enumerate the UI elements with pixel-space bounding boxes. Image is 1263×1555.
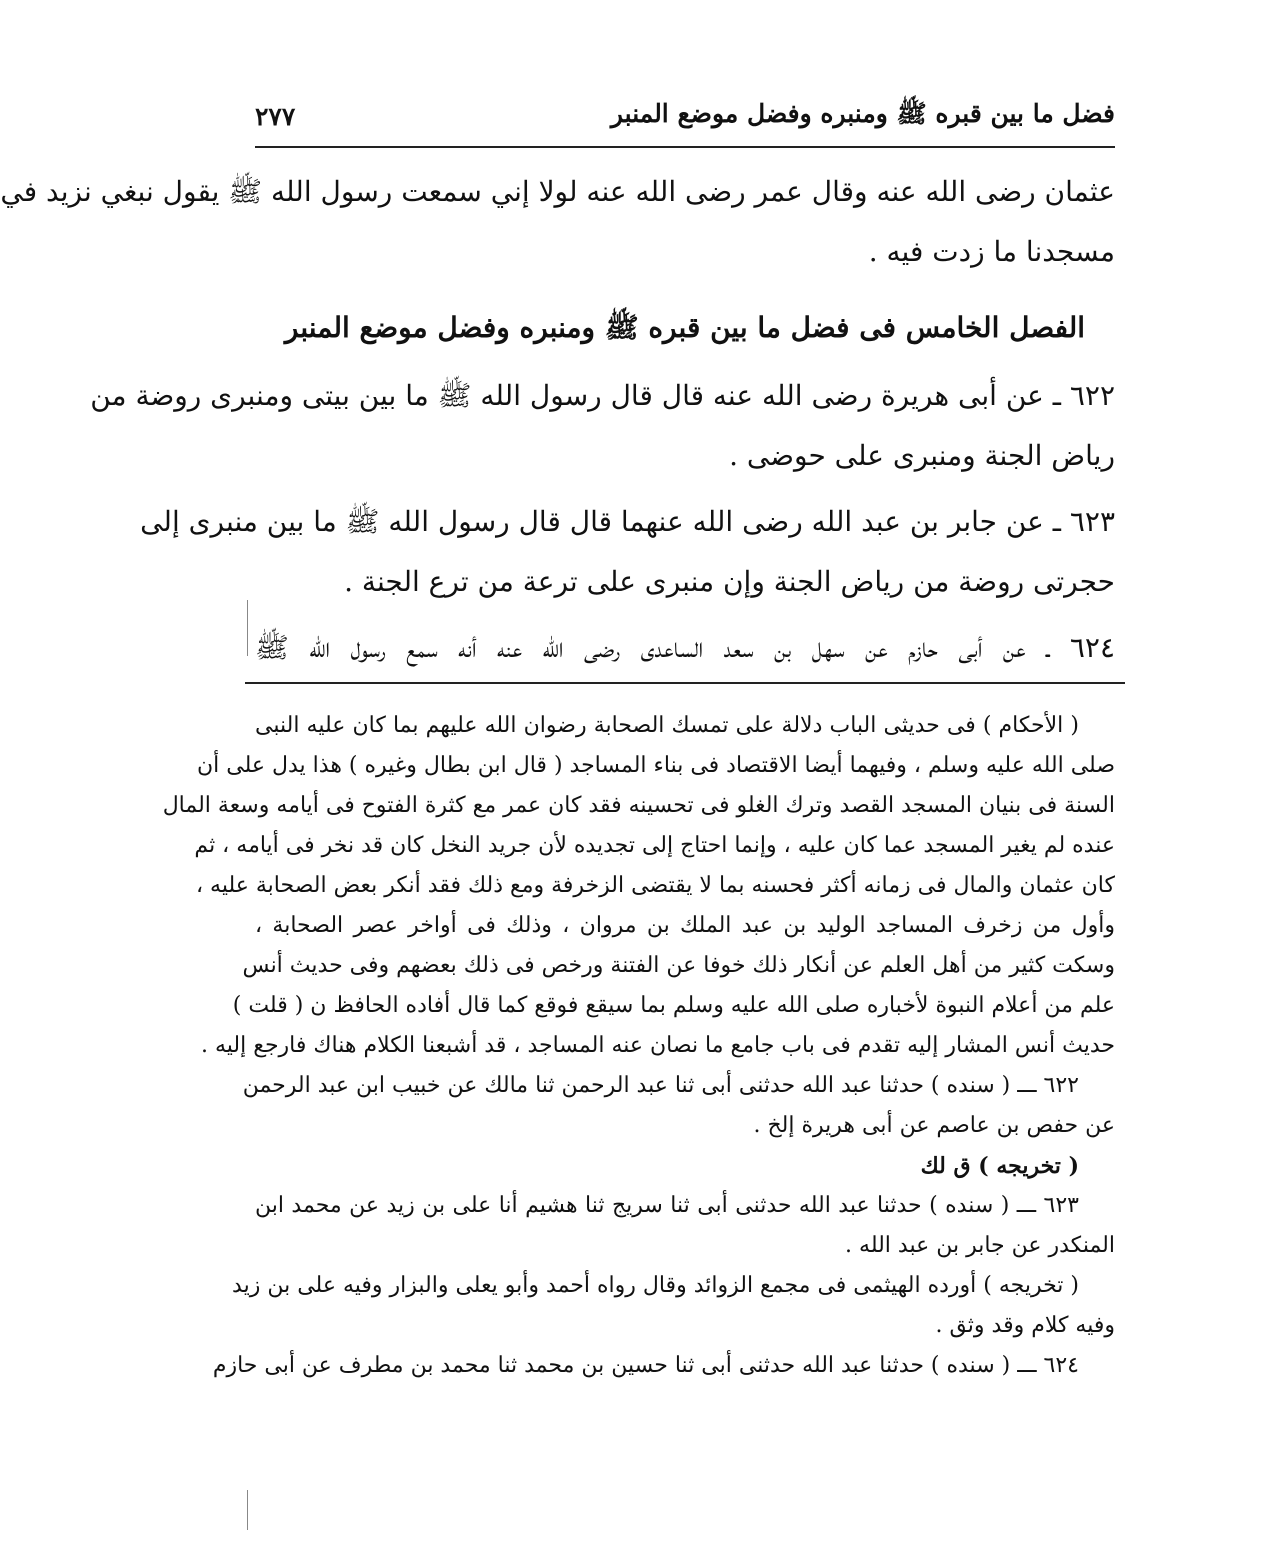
note-line: ( الأحكام ) فى حديثى الباب دلالة على تمسك الصحابة رضوان الله عليهم بما كان عليه النبى [255, 713, 1079, 738]
page-header [255, 96, 1115, 136]
sanad-623-line: المنكدر عن جابر بن عبد الله . [845, 1233, 1115, 1258]
header-rule [255, 146, 1115, 148]
hadith-622-line: رياض الجنة ومنبرى على حوضى . [729, 439, 1115, 472]
main-line: مسجدنا ما زدت فيه . [868, 235, 1115, 268]
hadith-624-line: ٦٢٤ ـ عن أبى حازم عن سهل بن سعد الساعدى رضى الله عنه أنه سمع رسول الله ﷺ [255, 631, 1115, 664]
running-title: فضل ما بين قبره ﷺ ومنبره وفضل موضع المنبر [610, 98, 1115, 128]
note-line: وأول من زخرف المساجد الوليد بن عبد الملك بن مروان ، وذلك فى أواخر عصر الصحابة ، [255, 913, 1115, 938]
margin-mark [247, 1490, 248, 1530]
commentary [162, 706, 1115, 1386]
takhrij-623-line: ( تخريجه ) أورده الهيثمى فى مجمع الزوائد وقال رواه أحمد وأبو يعلى والبزار وفيه على بن زيد [232, 1273, 1079, 1298]
hadith-622-line: ٦٢٢ ـ عن أبى هريرة رضى الله عنه قال قال رسول الله ﷺ ما بين بيتى ومنبرى روضة من [90, 379, 1115, 412]
note-line: علم من أعلام النبوة لأخباره صلى الله عليه وسلم بما سيقع فوقع كما قال أفاده الحافظ ن ( قلت ) [232, 993, 1115, 1018]
margin-mark [247, 600, 248, 656]
takhrij-622: ( تخريجه ) ق لك [920, 1153, 1079, 1179]
main-line: عثمان رضى الله عنه وقال عمر رضى الله عنه لولا إني سمعت رسول الله ﷺ يقول نبغي نزيد في [0, 175, 1115, 208]
note-line: عنده لم يغير المسجد عما كان عليه ، وإنما احتاج إلى تجديده لأن جريد النخل كان قد نخر فى أيامه ، ثم [194, 833, 1115, 858]
page-number: ٢٧٧ [255, 101, 296, 131]
section-heading: الفصل الخامس فى فضل ما بين قبره ﷺ ومنبره وفضل موضع المنبر [284, 311, 1086, 344]
main-text [0, 162, 1115, 678]
hadith-623-line: حجرتى روضة من رياض الجنة وإن منبرى على ترعة من ترع الجنة . [344, 565, 1115, 598]
sanad-622-line: ٦٢٢ ـــ ( سنده ) حدثنا عبد الله حدثنى أبى ثنا عبد الرحمن ثنا مالك عن خبيب ابن عبد الرحمن [242, 1073, 1079, 1098]
footnote-rule [245, 682, 1125, 684]
sanad-622-line: عن حفص بن عاصم عن أبى هريرة إلخ . [753, 1113, 1115, 1138]
note-line: حديث أنس المشار إليه تقدم فى باب جامع ما نصان عنه المساجد ، قد أشبعنا الكلام هناك فارجع إليه . [201, 1033, 1115, 1058]
takhrij-623-line: وفيه كلام وقد وثق . [935, 1313, 1115, 1338]
sanad-624-line: ٦٢٤ ـــ ( سنده ) حدثنا عبد الله حدثنى أبى ثنا حسين بن محمد ثنا محمد بن مطرف عن أبى حازم [212, 1353, 1079, 1378]
hadith-623-line: ٦٢٣ ـ عن جابر بن عبد الله رضى الله عنهما قال قال رسول الله ﷺ ما بين منبرى إلى [140, 505, 1115, 538]
sanad-623-line: ٦٢٣ ـــ ( سنده ) حدثنا عبد الله حدثنى أبى ثنا سريج ثنا هشيم أنا على بن زيد عن محمد ابن [255, 1193, 1079, 1218]
note-line: صلى الله عليه وسلم ، وفيهما أيضا الاقتصاد فى بناء المساجد ( قال ابن بطال وغيره ) هذا يدل على أن [197, 753, 1115, 778]
note-line: كان عثمان والمال فى زمانه أكثر فحسنه بما لا يقتضى الزخرفة ومع ذلك فقد أنكر بعض الصحابة عليه ، [195, 873, 1115, 898]
note-line: السنة فى بنيان المسجد القصد وترك الغلو فى تحسينه فقد كان عمر مع كثرة الفتوح فى أيامه وسعة المال [162, 793, 1115, 818]
note-line: وسكت كثير من أهل العلم عن أنكار ذلك خوفا عن الفتنة ورخص فى ذلك بعضهم وفى حديث أنس [242, 953, 1115, 978]
